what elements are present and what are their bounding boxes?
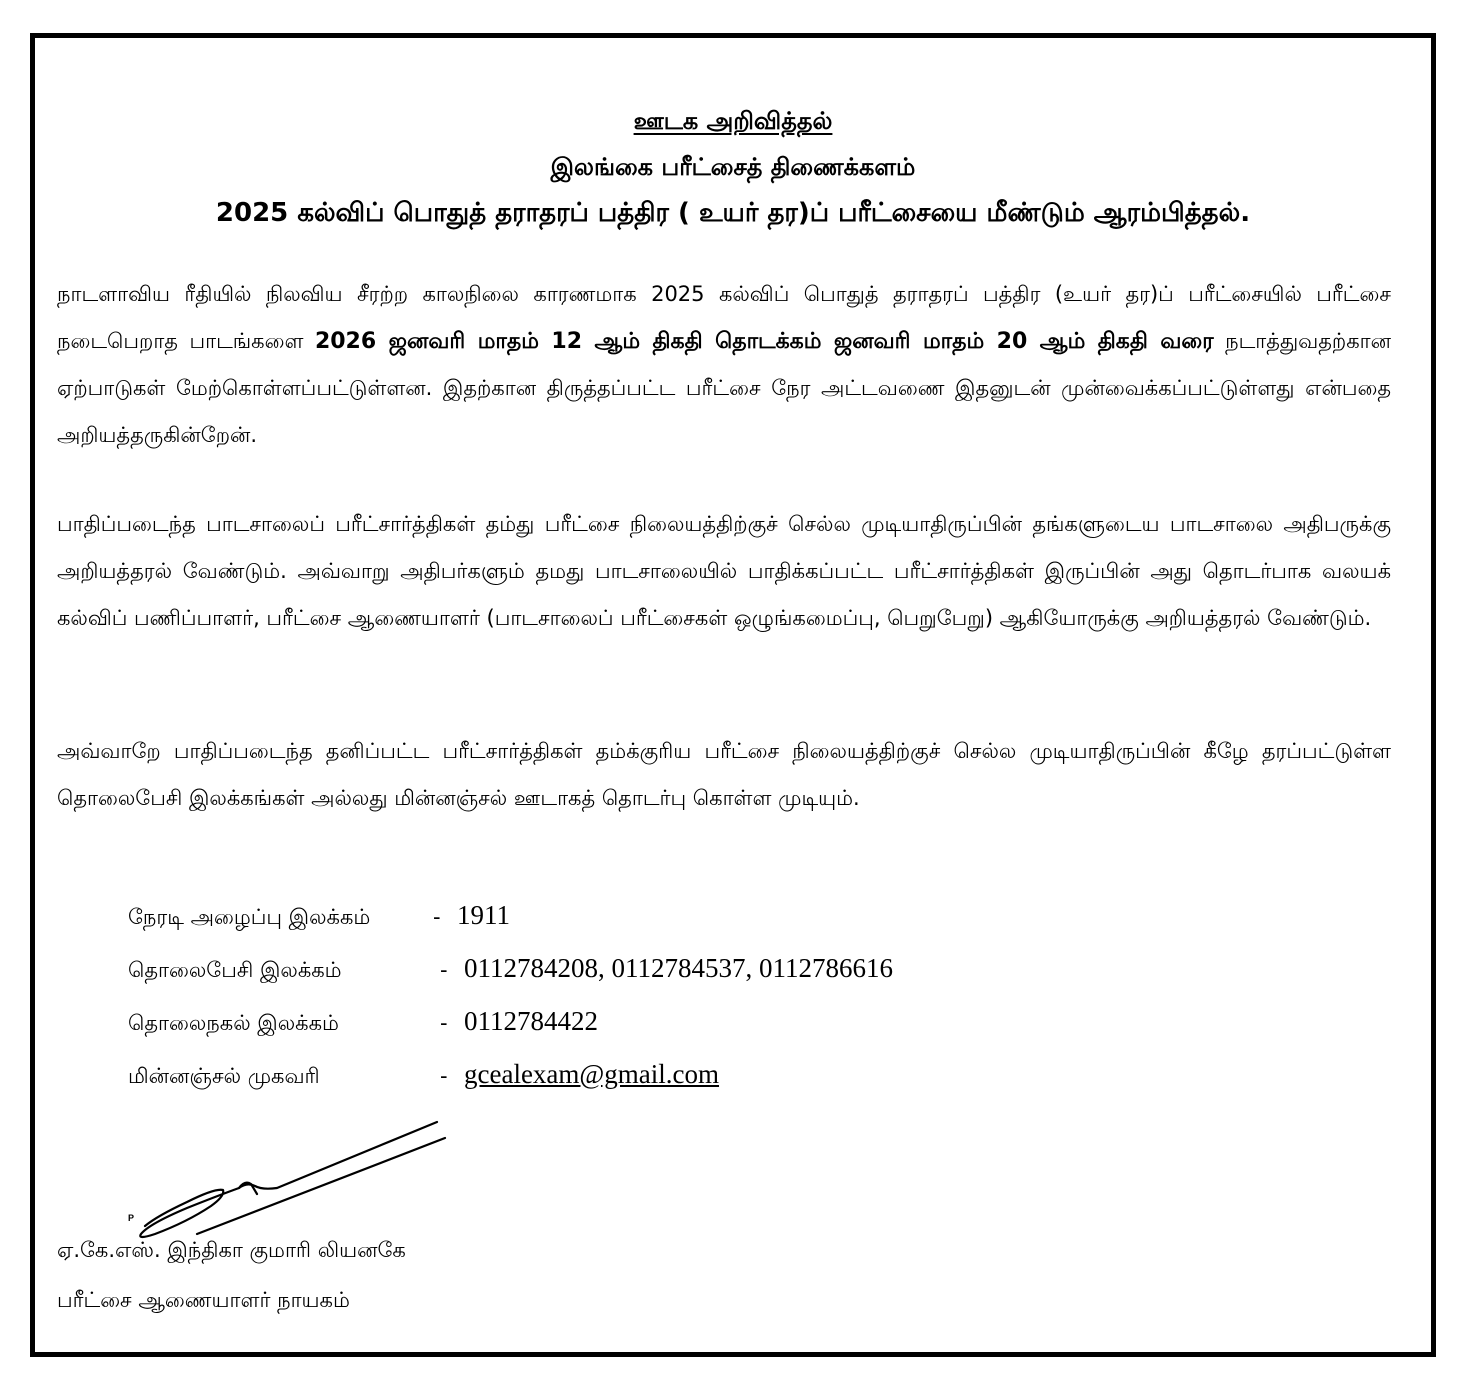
contact-row-telephone: [128, 953, 893, 1006]
contact-row-hotline: [128, 900, 893, 953]
contact-separator: -: [440, 1064, 448, 1088]
paragraph-1-outro: நடாத்துவதற்கான ஏற்பாடுகள் மேற்கொள்ளப்பட்டுள்ளன. இதற்கான திருத்தப்பட்ட பரீட்சை நேர அட்டவணை இதனுடன் முன்வைக்கப்பட்டுள்ளது என்பதை அறியத்தருகின்றேன்.: [57, 329, 1391, 447]
signatory-block: [57, 1225, 406, 1325]
paragraph-school-candidates: பாதிப்படைந்த பாடசாலைப் பரீட்சார்த்திகள் தம்து பரீட்சை நிலையத்திற்குச் செல்ல முடியாதிருப்பின் தங்களுடைய பாடசாலை அதிபருக்கு அறியத்தரல் வேண்டும். அவ்வாறு அதிபர்களும் தமது பாடசாலையில் பாதிக்கப்பட்ட பரீட்சார்த்திகள் இருப்பின் அது தொடர்பாக வலயக் கல்விப் பணிப்பாளர், பரீட்சை ஆணையாளர் (பாடசாலைப் பரீட்சைகள் ஒழுங்கமைப்பு, பெறுபேறு) ஆகியோருக்கு அறியத்தரல் வேண்டும்.: [57, 512, 1391, 630]
fax-number: 0112784422: [464, 1006, 598, 1036]
telephone-numbers: 0112784208, 0112784537, 0112786616: [464, 953, 893, 983]
contact-separator: -: [440, 1011, 448, 1035]
header-block: [35, 98, 1431, 236]
contact-label: தொலைபேசி இலக்கம்: [128, 958, 342, 982]
signatory-designation: பரீட்சை ஆணையாளர் நாயகம்: [57, 1288, 350, 1312]
contact-row-email: [128, 1059, 893, 1112]
email-link[interactable]: gcealexam@gmail.com: [464, 1059, 720, 1089]
notice-subject: 2025 கல்விப் பொதுத் தராதரப் பத்திர ( உயர் தர)ப் பரீட்சையை மீண்டும் ஆரம்பித்தல்.: [215, 198, 1251, 228]
paragraph-private-candidates: அவ்வாறே பாதிப்படைந்த தனிப்பட்ட பரீட்சார்த்திகள் தம்க்குரிய பரீட்சை நிலையத்திற்குச் செல்ல முடியாதிருப்பின் கீழே தரப்பட்டுள்ள தொலைபேசி இலக்கங்கள் அல்லது மின்னஞ்சல் ஊடாகத் தொடர்பு கொள்ள முடியும்.: [57, 739, 1391, 810]
signature-initial-mark: P: [128, 1213, 135, 1223]
contact-label: நேரடி அழைப்பு இலக்கம்: [128, 905, 371, 929]
contact-row-fax: [128, 1006, 893, 1059]
paragraph-exam-rescheduling: [57, 271, 1391, 459]
contact-label: தொலைநகல் இலக்கம்: [128, 1011, 339, 1035]
paragraph-1-intro: நாடளாவிய ரீதியில் நிலவிய சீரற்ற காலநிலை காரணமாக 2025 கல்விப் பொதுத் தராதரப் பத்திர (உயர் தர)ப் பரீட்சையில் பரீட்சை நடைபெறாத பாடங்களை: [57, 282, 1391, 353]
document-border: [30, 33, 1436, 1357]
contact-separator: -: [433, 905, 441, 929]
media-release-title: ஊடக அறிவித்தல்: [633, 107, 833, 135]
exam-dates-bold: 2026 ஜனவரி மாதம் 12 ஆம் திகதி தொடக்கம் ஜனவரி மாதம் 20 ஆம் திகதி வரை: [314, 329, 1214, 354]
signatory-name: ஏ.கே.எஸ். இந்திகா குமாரி லியனகே: [57, 1238, 406, 1262]
contact-separator: -: [440, 958, 448, 982]
department-name: இலங்கை பரீட்சைத் திணைக்களம்: [550, 153, 916, 181]
contact-list: [128, 900, 893, 1112]
hotline-number: 1911: [457, 900, 510, 930]
contact-label: மின்னஞ்சல் முகவரி: [128, 1064, 320, 1088]
